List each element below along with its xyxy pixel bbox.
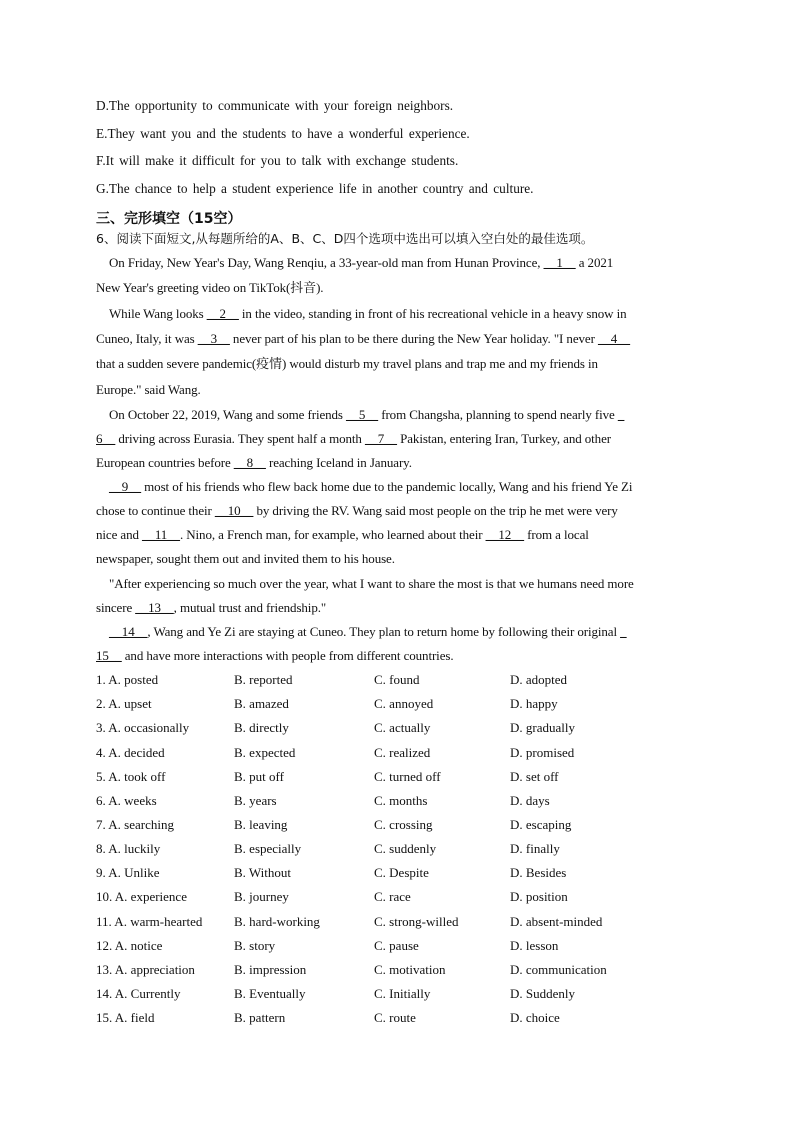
blank: __11__ xyxy=(142,527,180,542)
question-row xyxy=(96,745,696,763)
question-row xyxy=(96,720,696,738)
option-c: C. motivation xyxy=(374,962,446,977)
passage-line: New Year's greeting video on TikTok(抖音). xyxy=(96,280,324,295)
option-a: 6. A. weeks xyxy=(96,793,157,808)
question-row xyxy=(96,962,696,980)
question-row xyxy=(96,769,696,787)
option-d: D. promised xyxy=(510,745,575,760)
option-a: 14. A. Currently xyxy=(96,986,181,1001)
passage-line: Europe." said Wang. xyxy=(96,382,201,397)
option-b: B. especially xyxy=(234,841,302,856)
option-b: B. Eventually xyxy=(234,986,306,1001)
option-b: B. pattern xyxy=(234,1010,286,1025)
question-row xyxy=(96,914,696,932)
option-b: B. Without xyxy=(234,865,292,880)
question-row xyxy=(96,841,696,859)
option-d: D. set off xyxy=(510,769,559,784)
passage-line: nice and __11__. Nino, a French man, for example, who learned about their __12__ from a local xyxy=(96,527,589,542)
question-row xyxy=(96,938,696,956)
option-a: 13. A. appreciation xyxy=(96,962,195,977)
option-d-line: D.The opportunity to communicate with your foreign neighbors. xyxy=(96,98,454,113)
option-d: D. Besides xyxy=(510,865,567,880)
option-a: 7. A. searching xyxy=(96,817,174,832)
blank: __8__ xyxy=(233,455,266,470)
instruction: 6、阅读下面短文,从每题所给的A、B、C、D四个选项中选出可以填入空白处的最佳选项。 xyxy=(96,231,594,246)
option-d: D. absent-minded xyxy=(510,914,603,929)
question-row xyxy=(96,1010,696,1028)
passage-line: sincere __13__, mutual trust and friendship." xyxy=(96,600,327,615)
option-e-line: E.They want you and the students to have a wonderful experience. xyxy=(96,126,470,141)
blank: __9__ xyxy=(109,479,142,494)
option-d: D. finally xyxy=(510,841,560,856)
section-title: 三、完形填空（15空） xyxy=(96,211,242,227)
blank: 6__ xyxy=(96,431,116,446)
blank: __7__ xyxy=(364,431,397,446)
option-d: D. gradually xyxy=(510,720,575,735)
blank: __13__ xyxy=(135,600,174,615)
passage-line: On October 22, 2019, Wang and some friends __5__ from Changsha, planning to spend nearly five _ xyxy=(109,407,625,422)
option-c: C. crossing xyxy=(374,817,433,832)
question-row xyxy=(96,696,696,714)
option-b: B. hard-working xyxy=(234,914,320,929)
passage-line: that a sudden severe pandemic(疫情) would disturb my travel plans and trap me and my friends in xyxy=(96,356,598,371)
option-b: B. impression xyxy=(234,962,307,977)
option-a: 8. A. luckily xyxy=(96,841,161,856)
blank: __4__ xyxy=(597,331,630,346)
option-c: C. route xyxy=(374,1010,416,1025)
question-row xyxy=(96,672,696,690)
option-a: 10. A. experience xyxy=(96,889,187,904)
blank: __14__ xyxy=(109,624,148,639)
option-c: C. turned off xyxy=(374,769,441,784)
blank: 15__ xyxy=(96,648,122,663)
passage-line: "After experiencing so much over the year, what I want to share the most is that we humans need more xyxy=(109,576,634,591)
option-d: D. happy xyxy=(510,696,558,711)
option-a: 9. A. Unlike xyxy=(96,865,160,880)
blank: __1__ xyxy=(543,255,576,270)
option-a: 11. A. warm-hearted xyxy=(96,914,203,929)
option-c: C. race xyxy=(374,889,411,904)
option-d: D. choice xyxy=(510,1010,560,1025)
blank: _ xyxy=(620,624,627,639)
option-a: 3. A. occasionally xyxy=(96,720,190,735)
passage-line: chose to continue their __10__ by driving the RV. Wang said most people on the trip he met were very xyxy=(96,503,618,518)
blank: __10__ xyxy=(214,503,254,518)
option-b: B. leaving xyxy=(234,817,288,832)
option-g-line: G.The chance to help a student experience life in another country and culture. xyxy=(96,181,534,196)
option-a: 2. A. upset xyxy=(96,696,152,711)
option-a: 4. A. decided xyxy=(96,745,165,760)
option-c: C. months xyxy=(374,793,428,808)
option-a: 12. A. notice xyxy=(96,938,163,953)
blank: __5__ xyxy=(346,407,379,422)
option-b: B. reported xyxy=(234,672,293,687)
option-d: D. escaping xyxy=(510,817,572,832)
option-a: 1. A. posted xyxy=(96,672,159,687)
option-c: C. suddenly xyxy=(374,841,437,856)
option-b: B. journey xyxy=(234,889,289,904)
option-f-line: F.It will make it difficult for you to talk with exchange students. xyxy=(96,153,459,168)
option-d: D. adopted xyxy=(510,672,568,687)
passage-line: On Friday, New Year's Day, Wang Renqiu, a 33-year-old man from Hunan Province, __1__ a 2021 xyxy=(109,255,614,270)
option-d: D. position xyxy=(510,889,568,904)
passage-line: 15__ and have more interactions with people from different countries. xyxy=(96,648,454,663)
option-b: B. expected xyxy=(234,745,296,760)
question-row xyxy=(96,889,696,907)
passage-line: Cuneo, Italy, it was __3__ never part of his plan to be there during the New Year holiday. "I never __4__ xyxy=(96,331,630,346)
option-b: B. amazed xyxy=(234,696,289,711)
question-row xyxy=(96,986,696,1004)
option-c: C. found xyxy=(374,672,420,687)
passage-line: While Wang looks __2__ in the video, standing in front of his recreational vehicle in a heavy snow in xyxy=(109,306,627,321)
option-d: D. Suddenly xyxy=(510,986,575,1001)
option-a: 5. A. took off xyxy=(96,769,166,784)
option-c: C. realized xyxy=(374,745,431,760)
passage-line: European countries before __8__ reaching Iceland in January. xyxy=(96,455,412,470)
option-b: B. years xyxy=(234,793,277,808)
option-b: B. directly xyxy=(234,720,289,735)
question-row xyxy=(96,793,696,811)
passage-line: __9__ most of his friends who flew back home due to the pandemic locally, Wang and his friend Ye Zi xyxy=(109,479,633,494)
option-c: C. annoyed xyxy=(374,696,434,711)
option-d: D. communication xyxy=(510,962,607,977)
option-d: D. days xyxy=(510,793,550,808)
blank: __2__ xyxy=(206,306,239,321)
passage-line: 6__ driving across Eurasia. They spent half a month __7__ Pakistan, entering Iran, Turkey, and other xyxy=(96,431,611,446)
option-d: D. lesson xyxy=(510,938,559,953)
option-c: C. pause xyxy=(374,938,419,953)
option-b: B. story xyxy=(234,938,276,953)
option-b: B. put off xyxy=(234,769,284,784)
blank: _ xyxy=(617,407,625,422)
question-row xyxy=(96,865,696,883)
blank: __12__ xyxy=(485,527,524,542)
blank: __3__ xyxy=(197,331,230,346)
option-a: 15. A. field xyxy=(96,1010,155,1025)
passage-line: newspaper, sought them out and invited them to his house. xyxy=(96,551,395,566)
passage-line: __14__, Wang and Ye Zi are staying at Cuneo. They plan to return home by following their original _ xyxy=(109,624,627,639)
option-c: C. Despite xyxy=(374,865,429,880)
option-c: C. Initially xyxy=(374,986,431,1001)
option-c: C. strong-willed xyxy=(374,914,459,929)
question-row xyxy=(96,817,696,835)
option-c: C. actually xyxy=(374,720,431,735)
